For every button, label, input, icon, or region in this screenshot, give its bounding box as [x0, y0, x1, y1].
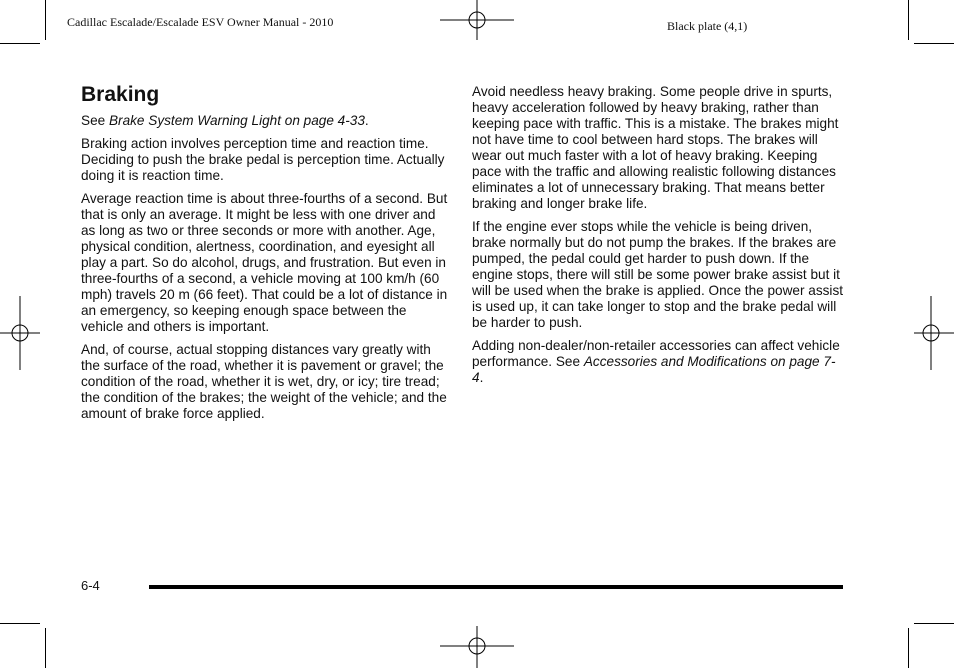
paragraph: Average reaction time is about three-fourths of a second. But that is only an average. It might be less with one driver and as long as two or three seconds or more with another. Age, physical condition, alertness, coordination, and eyesight all play a part. So do alcohol, drugs, and frustration. But even in three-fourths of a second, a vehicle moving at 100 km/h (60 mph) travels 20 m (66 feet). That could be a lot of distance in an emergency, so keeping enough space between the vehicle and others is important. [81, 191, 448, 334]
see-suffix: . [364, 113, 369, 128]
cross-reference-link[interactable]: Brake System Warning Light on page 4-33 [108, 113, 365, 128]
section-title: Braking [81, 83, 160, 106]
accessories-text: Adding non-dealer/non-retailer accessories can affect vehicle performance. See [472, 338, 840, 369]
crop-mark [0, 43, 40, 44]
crop-mark [908, 628, 909, 668]
crop-mark [45, 0, 46, 40]
paragraph: And, of course, actual stopping distances vary greatly with the surface of the road, whether it is pavement or gravel; the condition of the road, whether it is wet, dry, or icy; tire tread; the condition of the brakes; the weight of the vehicle; and the amount of brake force applied. [81, 342, 447, 421]
plate-label: Black plate (4,1) [667, 19, 748, 33]
see-reference [81, 113, 451, 129]
registration-mark-bottom [440, 626, 514, 668]
see-prefix: See [81, 113, 109, 128]
cross-reference-link[interactable]: Accessories and Modifications on page 7-4 [472, 354, 836, 385]
page-number: 6-4 [81, 578, 100, 593]
crop-mark [0, 623, 40, 624]
paragraph: Braking action involves perception time and reaction time. Deciding to push the brake pedal is perception time. Actually doing it is reaction time. [81, 136, 445, 183]
crop-mark [45, 628, 46, 668]
registration-mark-right [910, 296, 954, 370]
registration-mark-top [440, 0, 514, 44]
crop-mark [908, 0, 909, 40]
registration-mark-left [0, 296, 44, 370]
paragraph: If the engine ever stops while the vehicle is being driven, brake normally but do not pump the brakes. If the brakes are pumped, the pedal could get harder to push down. If the engine stops, there will still be some power brake assist but it will be used when the brake is applied. Once the power assist is used up, it can take longer to stop and the brake pedal will be harder to push. [472, 219, 844, 330]
right-column [472, 84, 844, 393]
crop-mark [914, 623, 954, 624]
crop-mark [914, 43, 954, 44]
footer-rule [149, 585, 843, 589]
paragraph: Avoid needless heavy braking. Some people drive in spurts, heavy acceleration followed by heavy braking, rather than keeping pace with traffic. This is a mistake. The brakes might not have time to cool between hard stops. The brakes will wear out much faster with a lot of heavy braking. Keeping pace with the traffic and allowing realistic following distances eliminates a lot of unnecessary braking. That means better braking and longer brake life. [472, 84, 839, 211]
left-column [81, 84, 451, 429]
accessories-paragraph [472, 338, 844, 386]
manual-title: Cadillac Escalade/Escalade ESV Owner Manual - 2010 [67, 15, 334, 29]
accessories-suffix: . [479, 370, 484, 385]
